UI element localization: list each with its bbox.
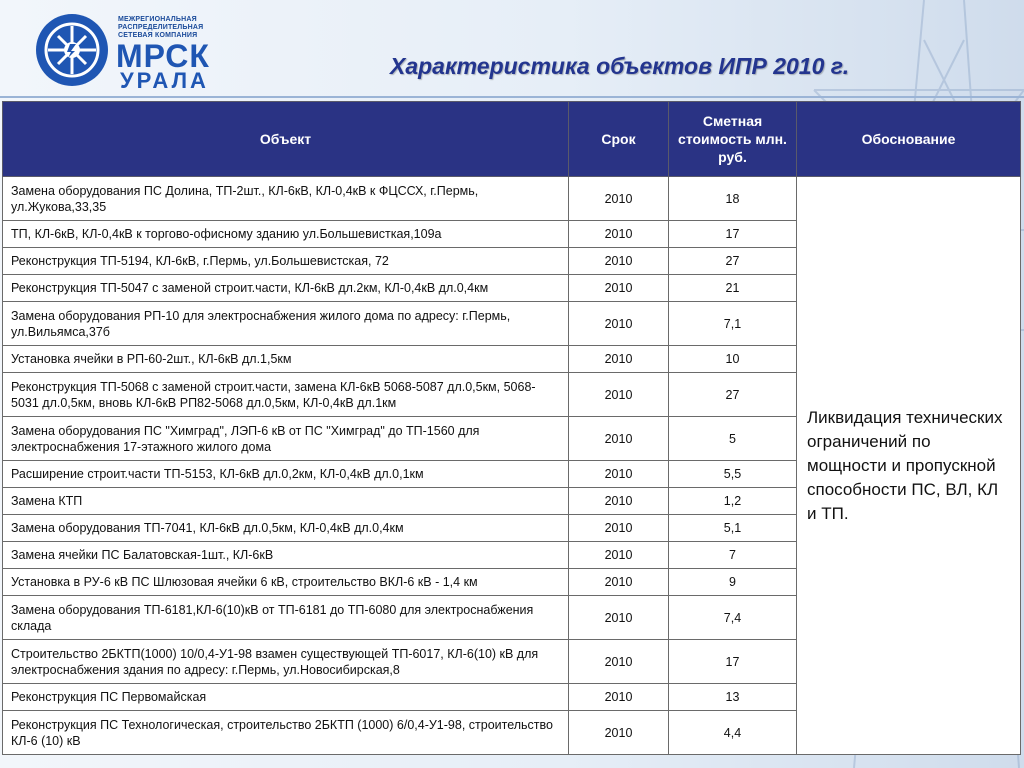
cell-cost: 21 xyxy=(669,275,797,302)
cell-term: 2010 xyxy=(569,248,669,275)
cell-cost: 9 xyxy=(669,569,797,596)
cell-object: Замена оборудования РП-10 для электроснабжения жилого дома по адресу: г.Пермь, ул.Вильямса,37б xyxy=(3,302,569,346)
cell-object: Замена КТП xyxy=(3,488,569,515)
logo-line-1: МЕЖРЕГИОНАЛЬНАЯ xyxy=(118,16,197,23)
page-title: Характеристика объектов ИПР 2010 г. xyxy=(390,53,850,79)
logo-emblem-icon xyxy=(34,12,110,88)
header-object: Объект xyxy=(3,102,569,177)
cell-cost: 18 xyxy=(669,177,797,221)
cell-term: 2010 xyxy=(569,221,669,248)
logo-company-type xyxy=(118,16,248,40)
header-divider xyxy=(0,96,1024,98)
cell-term: 2010 xyxy=(569,275,669,302)
cell-cost: 4,4 xyxy=(669,711,797,755)
cell-cost: 10 xyxy=(669,346,797,373)
cell-object: ТП, КЛ-6кВ, КЛ-0,4кВ к торгово-офисному зданию ул.Большевисткая,109а xyxy=(3,221,569,248)
logo-line-2: РАСПРЕДЕЛИТЕЛЬНАЯ xyxy=(118,24,204,31)
cell-object: Строительство 2БКТП(1000) 10/0,4-У1-98 взамен существующей ТП-6017, КЛ-6(10) кВ для электроснабжения здания по адресу: г.Пермь, ул.Новосибирская,8 xyxy=(3,640,569,684)
objects-table xyxy=(2,101,1021,755)
cell-cost: 7,1 xyxy=(669,302,797,346)
cell-term: 2010 xyxy=(569,640,669,684)
cell-cost: 13 xyxy=(669,684,797,711)
cell-term: 2010 xyxy=(569,417,669,461)
header-reason: Обоснование xyxy=(797,102,1021,177)
cell-reason: Ликвидация технических ограничений по мощности и пропускной способности ПС, ВЛ, КЛ и ТП. xyxy=(797,177,1021,755)
table-row xyxy=(3,177,1021,221)
cell-term: 2010 xyxy=(569,684,669,711)
logo-region: УРАЛА xyxy=(120,68,209,93)
cell-object: Замена оборудования ПС Долина, ТП-2шт., КЛ-6кВ, КЛ-0,4кВ к ФЦССХ, г.Пермь, ул.Жукова,33,35 xyxy=(3,177,569,221)
cell-term: 2010 xyxy=(569,177,669,221)
cell-object: Замена оборудования ТП-7041, КЛ-6кВ дл.0,5км, КЛ-0,4кВ дл.0,4км xyxy=(3,515,569,542)
cell-cost: 17 xyxy=(669,640,797,684)
cell-term: 2010 xyxy=(569,488,669,515)
company-logo xyxy=(34,12,244,92)
cell-term: 2010 xyxy=(569,346,669,373)
cell-term: 2010 xyxy=(569,711,669,755)
table-header-row xyxy=(3,102,1021,177)
cell-term: 2010 xyxy=(569,373,669,417)
cell-cost: 27 xyxy=(669,373,797,417)
cell-object: Установка ячейки в РП-60-2шт., КЛ-6кВ дл.1,5км xyxy=(3,346,569,373)
cell-object: Замена оборудования ТП-6181,КЛ-6(10)кВ от ТП-6181 до ТП-6080 для электроснабжения склада xyxy=(3,596,569,640)
cell-cost: 5 xyxy=(669,417,797,461)
cell-term: 2010 xyxy=(569,302,669,346)
cell-term: 2010 xyxy=(569,569,669,596)
cell-object: Установка в РУ-6 кВ ПС Шлюзовая ячейки 6 кВ, строительство ВКЛ-6 кВ - 1,4 км xyxy=(3,569,569,596)
logo-line-3: СЕТЕВАЯ КОМПАНИЯ xyxy=(118,32,198,39)
cell-cost: 17 xyxy=(669,221,797,248)
cell-object: Замена ячейки ПС Балатовская-1шт., КЛ-6кВ xyxy=(3,542,569,569)
cell-term: 2010 xyxy=(569,461,669,488)
cell-object: Замена оборудования ПС "Химград", ЛЭП-6 кВ от ПС "Химград" до ТП-1560 для электроснабжения 17-этажного жилого дома xyxy=(3,417,569,461)
cell-cost: 1,2 xyxy=(669,488,797,515)
header-term: Срок xyxy=(569,102,669,177)
header-cost: Сметная стоимость млн. руб. xyxy=(669,102,797,177)
cell-cost: 7,4 xyxy=(669,596,797,640)
logo-brand: МРСК xyxy=(116,38,210,74)
cell-object: Реконструкция ТП-5047 с заменой строит.части, КЛ-6кВ дл.2км, КЛ-0,4кВ дл.0,4км xyxy=(3,275,569,302)
cell-cost: 5,1 xyxy=(669,515,797,542)
table-body xyxy=(3,177,1021,755)
slide-header xyxy=(0,0,1024,98)
cell-cost: 7 xyxy=(669,542,797,569)
cell-term: 2010 xyxy=(569,596,669,640)
cell-object: Реконструкция ПС Первомайская xyxy=(3,684,569,711)
cell-cost: 27 xyxy=(669,248,797,275)
cell-cost: 5,5 xyxy=(669,461,797,488)
cell-term: 2010 xyxy=(569,542,669,569)
cell-object: Реконструкция ТП-5068 с заменой строит.части, замена КЛ-6кВ 5068-5087 дл.0,5км, 5068-5031 дл.0,5км, вновь КЛ-6кВ РП82-5068 дл.0,5км, КЛ-0,4кВ дл.1км xyxy=(3,373,569,417)
cell-term: 2010 xyxy=(569,515,669,542)
cell-object: Реконструкция ТП-5194, КЛ-6кВ, г.Пермь, ул.Большевистская, 72 xyxy=(3,248,569,275)
cell-object: Расширение строит.части ТП-5153, КЛ-6кВ дл.0,2км, КЛ-0,4кВ дл.0,1км xyxy=(3,461,569,488)
cell-object: Реконструкция ПС Технологическая, строительство 2БКТП (1000) 6/0,4-У1-98, строительство КЛ-6 (10) кВ xyxy=(3,711,569,755)
